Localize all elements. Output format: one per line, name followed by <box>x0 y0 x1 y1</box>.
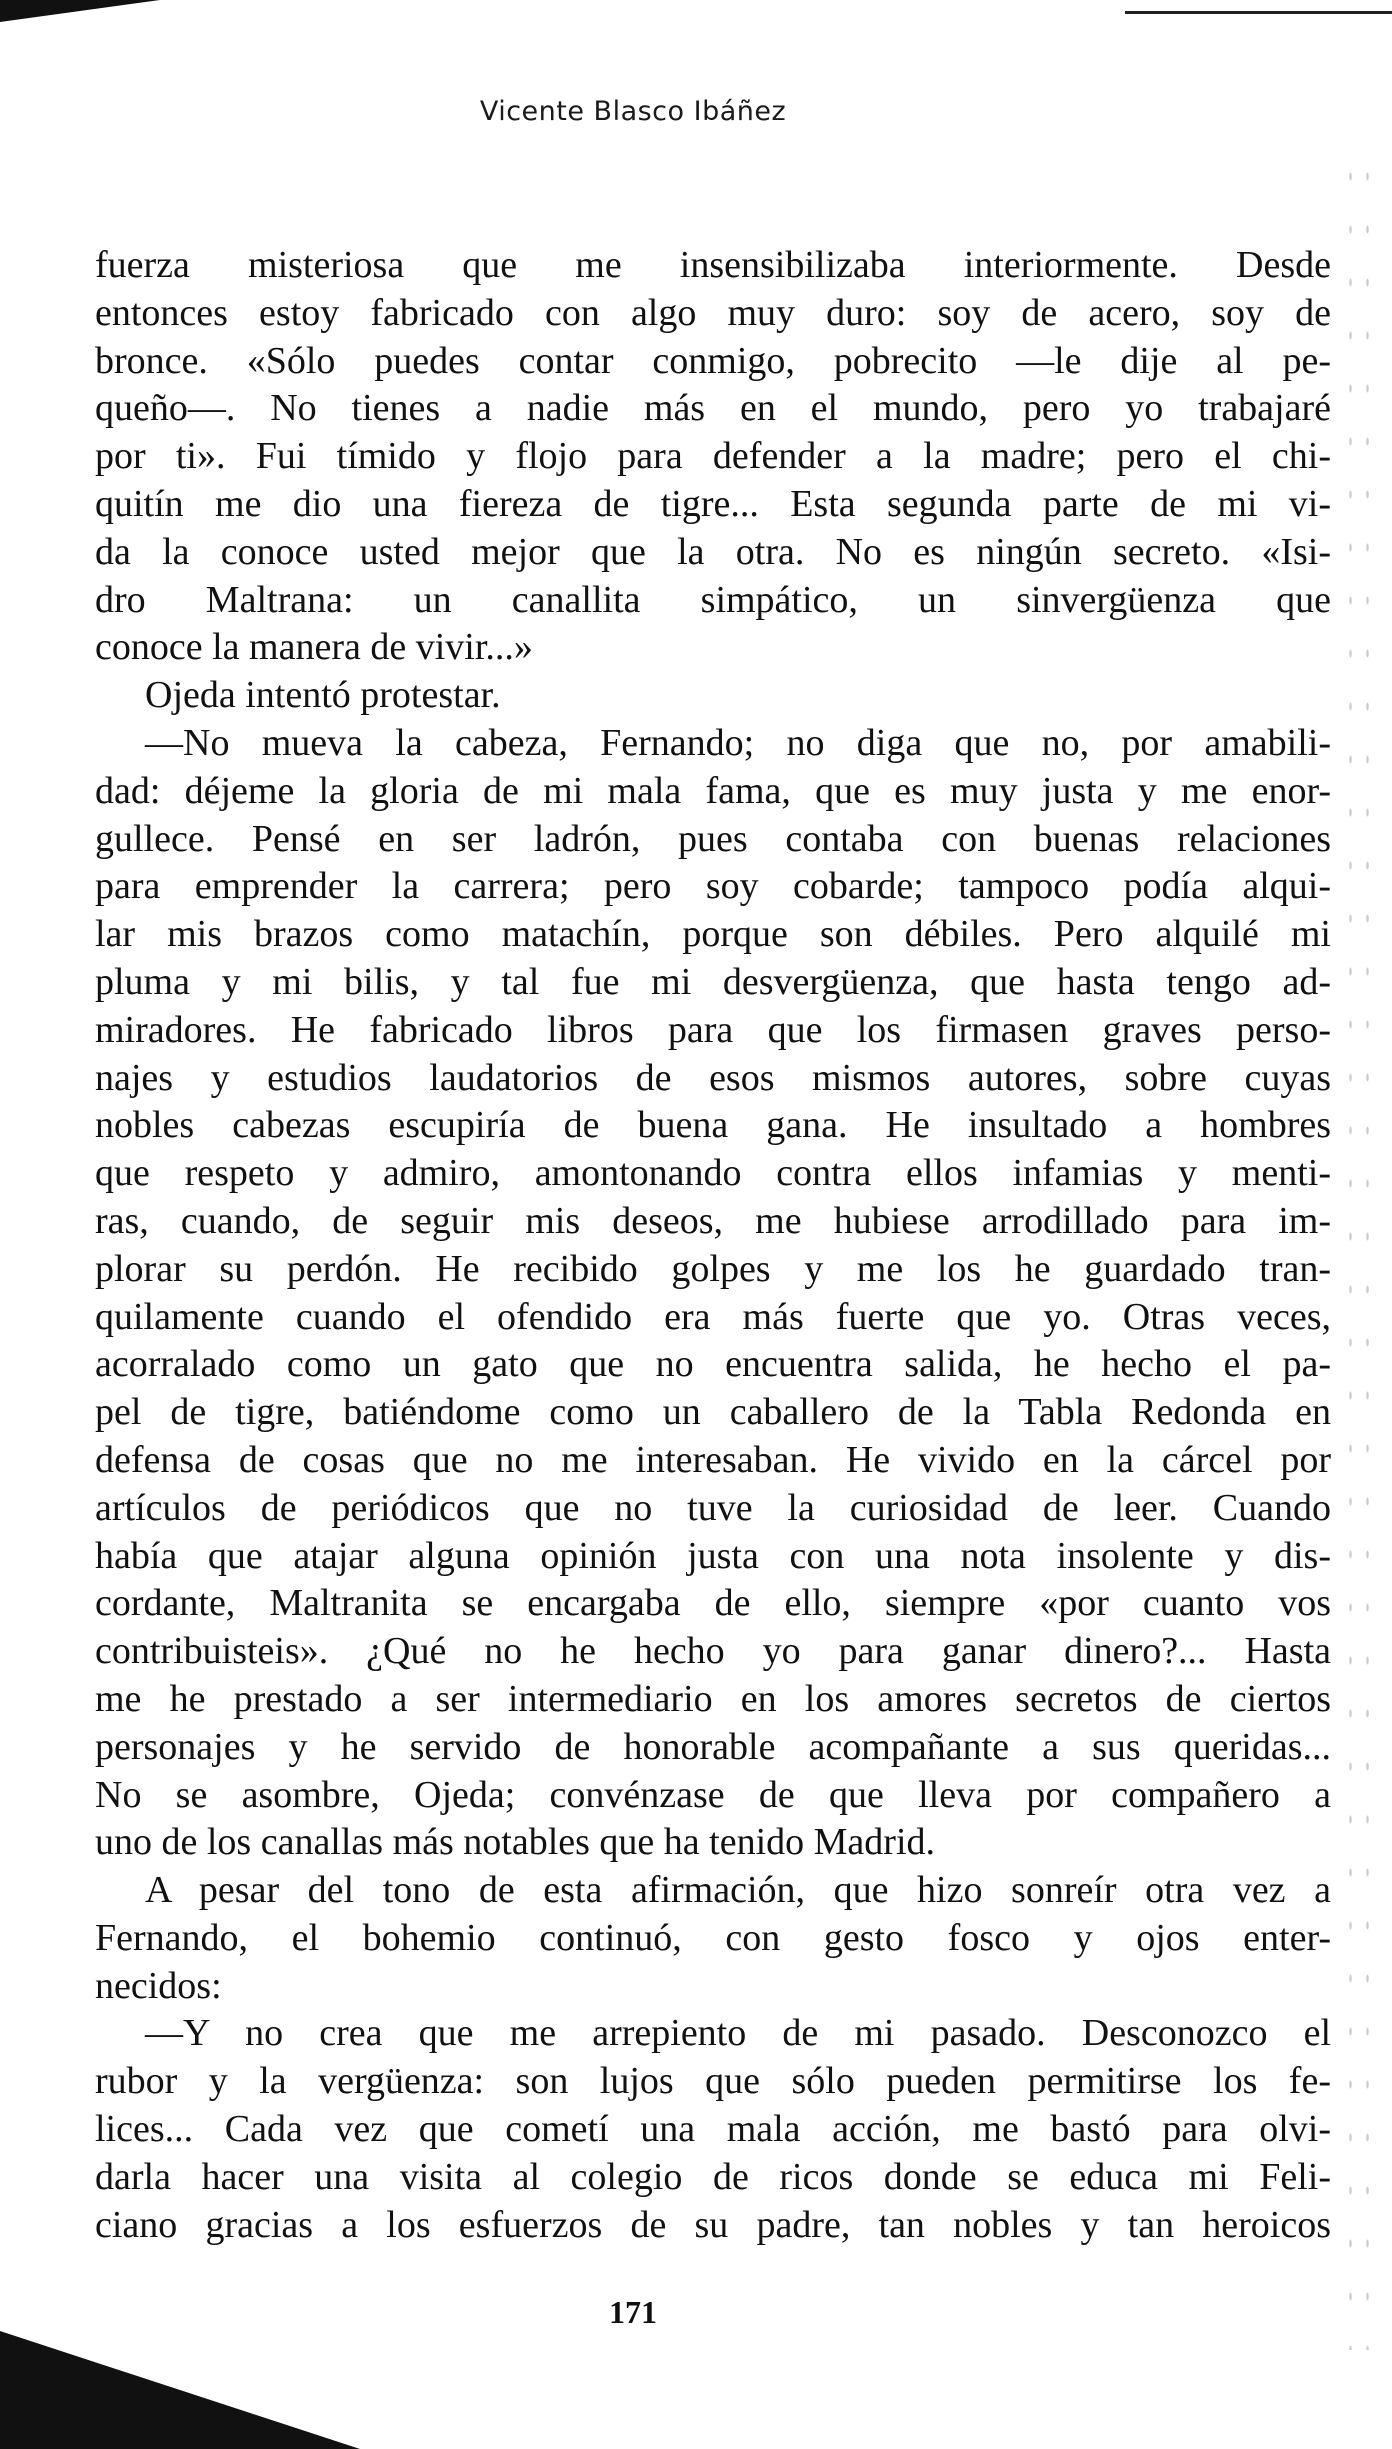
scan-edge-line <box>1125 11 1392 14</box>
text-line: —No mueva la cabeza, Fernando; no diga que no, por amabili- <box>145 721 1331 764</box>
text-line: —Y no crea que me arrepiento de mi pasado. Desconozco el <box>145 2012 1331 2055</box>
text-line: No se asombre, Ojeda; convénzase de que lleva por compañero a <box>95 1773 1331 1816</box>
text-line: me he prestado a ser intermediario en los amores secretos de ciertos <box>95 1677 1331 1720</box>
text-line: conoce la manera de vivir...» <box>95 626 533 669</box>
text-line: quilamente cuando el ofendido era más fuerte que yo. Otras veces, <box>95 1295 1331 1338</box>
text-line: necidos: <box>95 1964 222 2007</box>
text-line: cordante, Maltranita se encargaba de ello, siempre «por cuanto vos <box>95 1582 1331 1625</box>
text-line: lices... Cada vez que cometí una mala acción, me bastó para olvi- <box>95 2108 1331 2151</box>
text-line: había que atajar alguna opinión justa con una nota insolente y dis- <box>95 1534 1331 1577</box>
text-line: para emprender la carrera; pero soy cobarde; tampoco podía alqui- <box>95 865 1331 908</box>
text-line: personajes y he servido de honorable acompañante a sus queridas... <box>95 1725 1331 1768</box>
text-line: Fernando, el bohemio continuó, con gesto fosco y ojos enter- <box>95 1916 1331 1959</box>
page-number: 171 <box>609 2294 657 2330</box>
scan-edge-mark-top <box>0 0 160 22</box>
text-line: plorar su perdón. He recibido golpes y me los he guardado tran- <box>95 1247 1331 1290</box>
text-line: gullece. Pensé en ser ladrón, pues contaba con buenas relaciones <box>95 817 1331 860</box>
text-line: uno de los canallas más notables que ha tenido Madrid. <box>95 1821 936 1864</box>
text-line: bronce. «Sólo puedes contar conmigo, pobrecito —le dije al pe- <box>95 339 1331 382</box>
text-line: nobles cabezas escupiría de buena gana. He insultado a hombres <box>95 1104 1331 1147</box>
text-line: darla hacer una visita al colegio de ricos donde se educa mi Feli- <box>95 2155 1331 2198</box>
text-line: contribuisteis». ¿Qué no he hecho yo para ganar dinero?... Hasta <box>95 1630 1331 1673</box>
text-line: najes y estudios laudatorios de esos mismos autores, sobre cuyas <box>95 1056 1331 1099</box>
text-line: defensa de cosas que no me interesaban. He vivido en la cárcel por <box>95 1438 1331 1481</box>
text-line: por ti». Fui tímido y flojo para defender a la madre; pero el chi- <box>95 435 1331 478</box>
text-line: que respeto y admiro, amontonando contra ellos infamias y menti- <box>95 1152 1331 1195</box>
text-line: A pesar del tono de esta afirmación, que hizo sonreír otra vez a <box>145 1869 1331 1912</box>
text-line: pel de tigre, batiéndome como un caballero de la Tabla Redonda en <box>95 1391 1331 1434</box>
text-line: miradores. He fabricado libros para que los firmasen graves perso- <box>95 1008 1331 1051</box>
text-line: ciano gracias a los esfuerzos de su padre, tan nobles y tan heroicos <box>95 2203 1331 2246</box>
text-line: quitín me dio una fiereza de tigre... Esta segunda parte de mi vi- <box>95 482 1331 525</box>
body-text <box>95 242 1331 2249</box>
text-line: lar mis brazos como matachín, porque son débiles. Pero alquilé mi <box>95 913 1331 956</box>
scan-edge-mark-bottom <box>0 2331 360 2449</box>
text-line: pluma y mi bilis, y tal fue mi desvergüenza, que hasta tengo ad- <box>95 960 1331 1003</box>
text-line: fuerza misteriosa que me insensibilizaba interiormente. Desde <box>95 244 1331 286</box>
text-line: queño—. No tienes a nadie más en el mundo, pero yo trabajaré <box>95 387 1331 430</box>
text-line: rubor y la vergüenza: son lujos que sólo pueden permitirse los fe- <box>95 2060 1331 2103</box>
text-line: acorralado como un gato que no encuentra salida, he hecho el pa- <box>95 1343 1331 1386</box>
running-header: Vicente Blasco Ibáñez <box>479 96 787 127</box>
text-line: ras, cuando, de seguir mis deseos, me hubiese arrodillado para im- <box>95 1199 1331 1242</box>
text-line: artículos de periódicos que no tuve la curiosidad de leer. Cuando <box>95 1486 1331 1529</box>
text-line: da la conoce usted mejor que la otra. No es ningún secreto. «Isi- <box>95 530 1331 573</box>
scan-noise <box>1342 150 1382 2350</box>
text-line: dad: déjeme la gloria de mi mala fama, que es muy justa y me enor- <box>95 769 1331 812</box>
text-line: entonces estoy fabricado con algo muy duro: soy de acero, soy de <box>95 291 1331 334</box>
text-line: Ojeda intentó protestar. <box>145 674 501 717</box>
text-line: dro Maltrana: un canallita simpático, un sinvergüenza que <box>95 578 1331 621</box>
